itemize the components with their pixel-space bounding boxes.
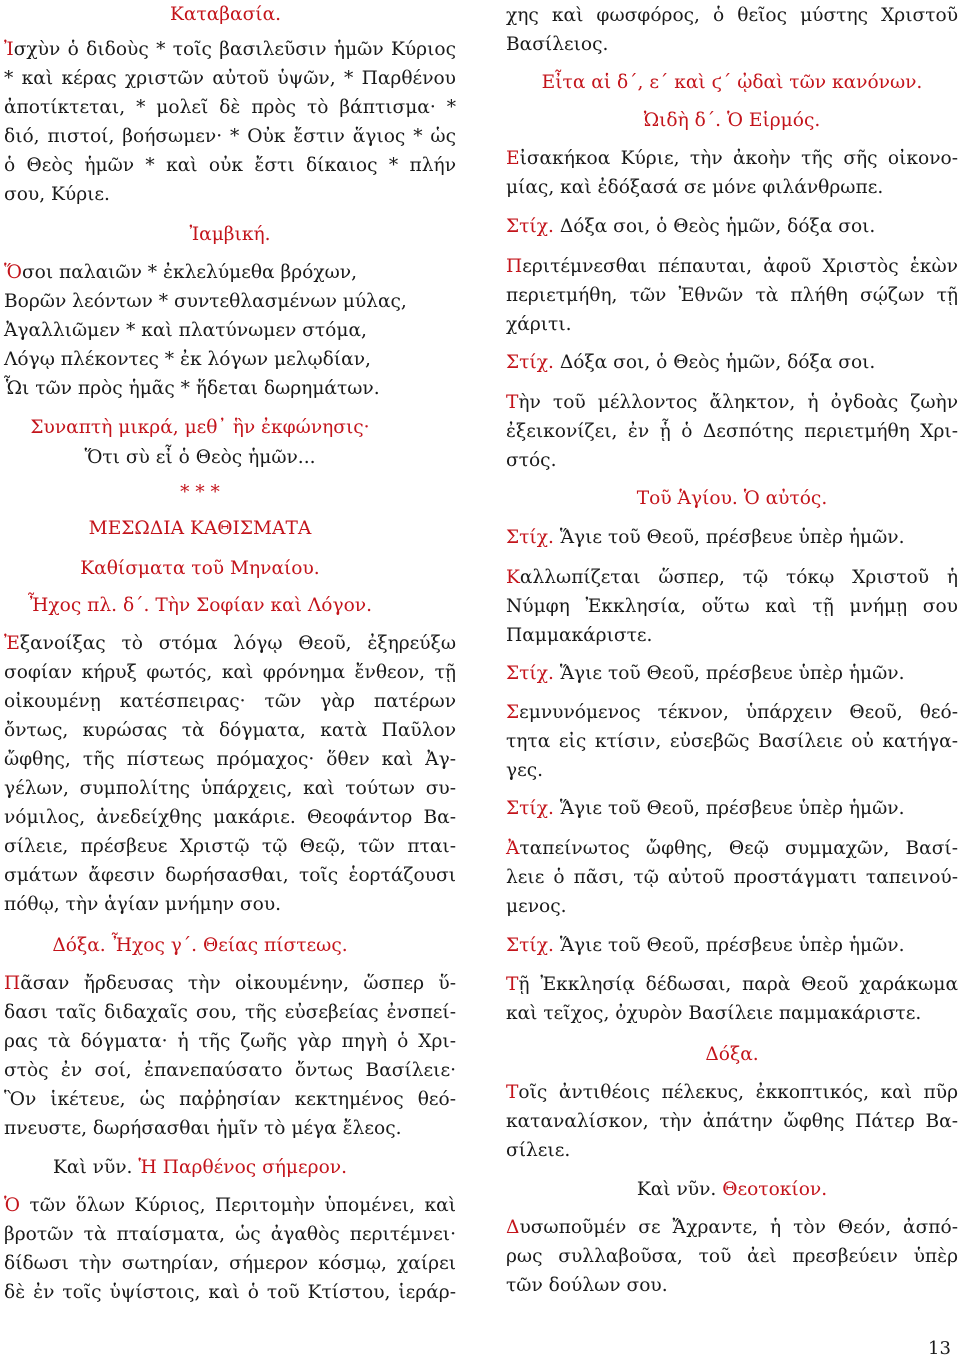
stichos-label: Στίχ. [506, 352, 554, 373]
stichos-line [506, 794, 958, 823]
text-line: ὄντως, κυρώσας τὰ δόγματα, κατὰ Παῦλον [4, 720, 456, 741]
doxa-heading [4, 931, 456, 960]
text-line: διό, πιστοί, βοήσωμεν· * Οὐκ ἔστιν ἅγιος * ὡς [4, 126, 456, 147]
stichos-verse: Ἅγιε τοῦ Θεοῦ, πρέσβευε ὑπὲρ ἡμῶν. [553, 527, 905, 548]
kainyn-rubric: Ἡ Παρθένος σήμερον. [132, 1157, 347, 1178]
theotokion-text [4, 1191, 456, 1307]
stichos [506, 931, 958, 960]
text-line: σοφίαν κήρυξ φωτός, καὶ φρόνημα ἔνθεον, τῇ [4, 662, 456, 683]
text-line: λειε ὁ πᾶσι, τῷ αὐτοῦ προστάγματι ταπεινού- [506, 867, 958, 888]
stichos-line [506, 212, 958, 241]
verse-line: Ὧι τῶν πρὸς ἡμᾶς * ἥδεται δωρημάτων. [4, 378, 380, 399]
text-line: πνευστε, δωρήσασθαι ἡμῖν τὸ μέγα ἔλεος. [4, 1118, 402, 1139]
rubric-line: Εἶτα αἱ δ΄, ε΄ καὶ ϛ΄ ᾠδαὶ τῶν κανόνων. [541, 72, 923, 93]
text-line: Πᾶσαν ἤρδευσας τὴν οἰκουμένην, ὥσπερ ὕ- [4, 973, 456, 994]
troparion [506, 834, 958, 921]
kainyn-heading [4, 1153, 456, 1182]
stichos-line [506, 348, 958, 377]
stichos-label: Στίχ. [506, 663, 554, 684]
troparion [506, 698, 958, 785]
text-line: περιετμήθη, τῶν Ἐθνῶν τὰ πλήθη σῴζων τῇ [506, 285, 958, 306]
text-line: γέλων, συμπολίτης ὑπάρχεις, καὶ τούτων συ- [4, 778, 456, 799]
stichos [506, 794, 958, 823]
text-line: βροτῶν τὰ πταίσματα, ὡς ἀγαθὸς περιτέμνει· [4, 1224, 456, 1245]
tone-rubric: Ἦχος πλ. δ΄. Τὴν Σοφίαν καὶ Λόγον. [27, 595, 373, 616]
text-line: Ἀταπείνωτος ὤφθης, Θεῷ συμμαχῶν, Βασί- [506, 838, 958, 859]
rubric-line: Δόξα. [705, 1044, 759, 1065]
stichos-line [506, 523, 958, 552]
text-line: χάριτι. [506, 314, 572, 335]
troparion [506, 1078, 958, 1165]
ode4-heading [506, 106, 958, 135]
text-line: μενος. [506, 896, 567, 917]
rubric-line: Δόξα. Ἦχος γ΄. Θείας πίστεως. [52, 935, 348, 956]
text-line: Τῇ Ἐκκλησίᾳ δέδωσαι, παρὰ Θεοῦ χαράκωμα [506, 974, 958, 995]
text-line: ἀποτίκτεται, * μολεῖ δὲ πρὸς τὸ βάπτισμα· * [4, 97, 456, 118]
text-line: ὁ Θεὸς ἡμῶν * καὶ οὐκ ἔστι δίκαιος * πλήν [4, 155, 456, 176]
text-line: δασι ταῖς διδαχαῖς σου, τῆς εὐσεβείας ἐνσπεί- [4, 1002, 456, 1023]
text-line: Τὴν τοῦ μέλλοντος ἄληκτον, ἡ ὀγδοὰς ζωὴν [506, 392, 958, 413]
stichos-label: Στίχ. [506, 527, 554, 548]
kainyn-label: Καὶ νῦν. [53, 1157, 133, 1178]
text-line: καταναλίσκον, τὴν ἀπάτην ὤφθης Πάτερ Βα- [506, 1111, 958, 1132]
section-title: ΜΕΣΩΔΙΑ ΚΑΘΙΣΜΑΤΑ [88, 518, 312, 539]
stichos-label: Στίχ. [506, 216, 554, 237]
theotokion-text [506, 1213, 958, 1300]
stichos-label: Στίχ. [506, 935, 554, 956]
verse-line: Βορῶν λεόντων * συντεθλασμένων μύλας, [4, 291, 407, 312]
text-line: στός. [506, 450, 557, 471]
stichos-verse: Δόξα σοι, ὁ Θεὸς ἡμῶν, δόξα σοι. [553, 352, 876, 373]
stichos-verse: Ἅγιε τοῦ Θεοῦ, πρέσβευε ὑπὲρ ἡμῶν. [553, 663, 905, 684]
text-line: δίδωσι τὴν σωτηρίαν, σήμερον κόσμῳ, χαίρει [4, 1253, 456, 1274]
text-line: οἰκουμένῃ κατέσπειρας· τῶν γὰρ πατέρων [4, 691, 456, 712]
kainyn-heading [506, 1175, 958, 1204]
text-line: Ἐξανοίξας τὸ στόμα λόγῳ Θεοῦ, ἐξηρεύξω [4, 633, 456, 654]
katavasia-heading [4, 0, 456, 29]
kainyn-label: Καὶ νῦν. [636, 1179, 717, 1200]
stichos-verse: Δόξα σοι, ὁ Θεὸς ἡμῶν, δόξα σοι. [553, 216, 876, 237]
text-line: Παμμακάριστε. [506, 625, 653, 646]
continued-text [506, 1, 958, 59]
text-line: στὸς ἐν σοί, ἐπανεπαύσατο ὄντως Βασίλειε· [4, 1060, 456, 1081]
stichos [506, 659, 958, 688]
verse-line: Ὅσοι παλαιῶν * ἐκλελύμεθα βρόχων, [4, 262, 358, 283]
text-line: Τοῖς ἀντιθέοις πέλεκυς, ἐκκοπτικός, καὶ πῦρ [506, 1082, 958, 1103]
heading-line: Ἰαμβική. [189, 224, 271, 245]
text-line: μίας, καὶ ἐδόξασά σε μόνε φιλάνθρωπε. [506, 177, 884, 198]
text-line: Περιτέμνεσθαι πέπαυται, ἀφοῦ Χριστὸς ἑκὼν [506, 256, 958, 277]
text-line: Νύμφη Ἐκκλησία, οὕτω καὶ τῇ μνήμῃ σου [506, 596, 958, 617]
text-line: σου, Κύριε. [4, 184, 110, 205]
stichos-verse: Ἅγιε τοῦ Θεοῦ, πρέσβευε ὑπὲρ ἡμῶν. [553, 935, 905, 956]
text-line: ρως συλλαβοῦσα, τοῦ ἀεὶ πρεσβεύειν ὑπὲρ [506, 1246, 958, 1267]
troparion [506, 970, 958, 1028]
text-line: ρας τὰ δόγματα· ἡ τῆς ζωῆς γὰρ πηγὴ ὁ Χρι- [4, 1031, 456, 1052]
text-line: Ὁ τῶν ὅλων Κύριος, Περιτομὴν ὑπομένει, καὶ [4, 1195, 456, 1216]
kainyn-rubric: Θεοτοκίον. [716, 1179, 828, 1200]
verse-line: Λόγῳ πλέκοντες * ἐκ λόγων μελῳδίαν, [4, 349, 371, 370]
text-line: Ὃν ἱκέτευε, ὡς παῤῥησίαν κεκτημένος θεό- [4, 1089, 456, 1110]
text-line: σίλειε, πρέσβευε Χριστῷ τῷ Θεῷ, τῶν πται- [4, 836, 456, 857]
rubric-line: Τοῦ Ἁγίου. Ὁ αὐτός. [636, 488, 828, 509]
synapte-rubric [4, 413, 456, 442]
stichos [506, 348, 958, 377]
doxa-text [4, 969, 456, 1143]
page-number: 13 [928, 1338, 951, 1359]
text-line: Εἰσακήκοα Κύριε, τὴν ἀκοὴν τῆς σῆς οἰκονο- [506, 148, 958, 169]
kathismata-heading [4, 554, 456, 583]
text-line: χης καὶ φωσφόρος, ὁ θεῖος μύστης Χριστοῦ [506, 5, 958, 26]
text-line: Ἰσχὺν ὁ διδοὺς * τοῖς βασιλεῦσιν ἡμῶν Κύριος [4, 39, 456, 60]
kathisma-text [4, 629, 456, 919]
text-line: δὲ ἐν τοῖς ὑψίστοις, καὶ ὁ τοῦ Κτίστου, ἱεράρ- [4, 1282, 456, 1303]
text-line: σμάτων ἄφεσιν δωρήσασθαι, τοῖς ἑορτάζουσι [4, 865, 456, 886]
stichos-label: Στίχ. [506, 798, 554, 819]
text-line: σίλειε. [506, 1140, 571, 1161]
stichos-verse: Ἅγιε τοῦ Θεοῦ, πρέσβευε ὑπὲρ ἡμῶν. [553, 798, 905, 819]
text-line: νόμιλος, ἀνεδείχθης μακάριε. Θεοφάντορ Βα- [4, 807, 456, 828]
text-line: τητα εἰς κτίσιν, εὐσεβῶς Βασίλειε οὐ κατήγα- [506, 731, 958, 752]
rubric-line: Συναπτὴ μικρά, μεθ᾽ ἣν ἐκφώνησις· [30, 417, 370, 438]
text-line: Σεμνυνόμενος τέκνον, ὑπάρχειν Θεοῦ, θεό- [506, 702, 958, 723]
text-line: ἐξεικονίζει, ἐν ᾗ ὁ Δεσπότης περιετμήθη Χρι- [506, 421, 958, 442]
text-line: πόθῳ, τὴν ἁγίαν μνήμην σου. [4, 894, 282, 915]
odes-rubric [506, 68, 958, 97]
text-line: Βασίλειος. [506, 34, 609, 55]
heading-line: Καταβασία. [170, 4, 282, 25]
echos-heading [4, 591, 456, 620]
saint-heading [506, 484, 958, 513]
rubric-line: Ὠιδὴ δ΄. Ὁ Εἱρμός. [643, 110, 821, 131]
troparion [506, 563, 958, 650]
stichos-line [506, 931, 958, 960]
troparion [506, 388, 958, 475]
text-line: Καλλωπίζεται ὥσπερ, τῷ τόκῳ Χριστοῦ ἡ [506, 567, 958, 588]
text-line: ὤφθης, τῆς πίστεως πρόμαχος· ὅθεν καὶ Ἀγ- [4, 749, 456, 770]
heirmos-text [506, 144, 958, 202]
verse-line: Ἀγαλλιῶμεν * καὶ πλατύνωμεν στόμα, [4, 320, 367, 341]
text-line: γες. [506, 760, 544, 781]
divider-line: * * * [180, 482, 220, 503]
ekphonesis [4, 443, 456, 472]
iambic-heading [4, 220, 456, 249]
katavasia-text [4, 35, 456, 209]
rubric-line [4, 1153, 456, 1182]
text-line: * καὶ κέρας χριστῶν αὐτοῦ ὑψῶν, * Παρθένου [4, 68, 456, 89]
troparion [506, 252, 958, 339]
mesodia-heading [4, 514, 456, 543]
rubric-line [506, 1175, 958, 1204]
text-line: τῶν δούλων σου. [506, 1275, 668, 1296]
ekphonesis-line: Ὅτι σὺ εἶ ὁ Θεὸς ἡμῶν... [84, 447, 316, 468]
doxa-heading [506, 1040, 958, 1069]
text-line: καὶ τεῖχος, ὀχυρὸν Βασίλειε παμμακάριστε. [506, 1003, 922, 1024]
text-line: Δυσωποῦμέν σε Ἄχραντε, ἡ τὸν Θεόν, ἀσπό- [506, 1217, 958, 1238]
stichos [506, 523, 958, 552]
stichos-line [506, 659, 958, 688]
subsection-title: Καθίσματα τοῦ Μηναίου. [80, 558, 320, 579]
iambic-verses [4, 258, 456, 403]
stichos [506, 212, 958, 241]
asterisks-divider [4, 478, 456, 507]
